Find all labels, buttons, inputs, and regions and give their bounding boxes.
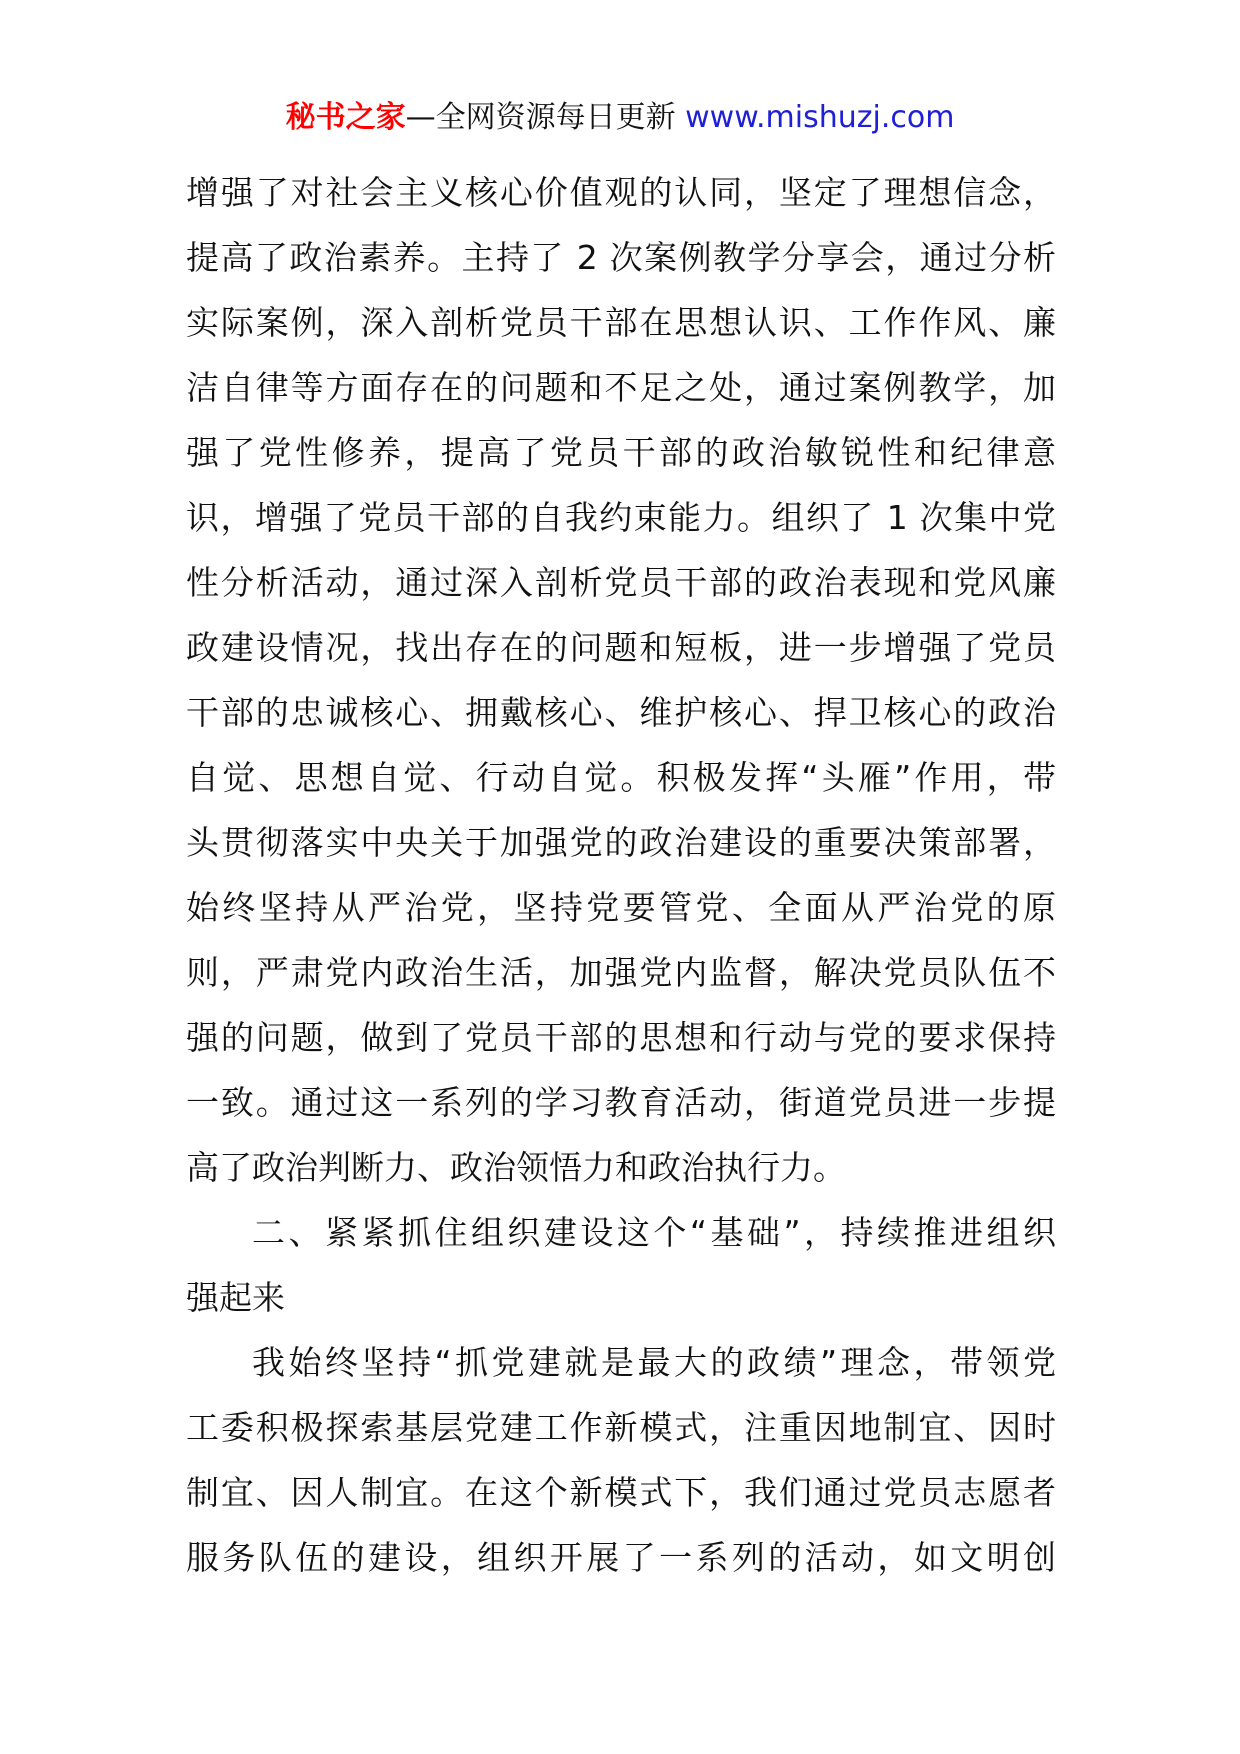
section-heading-line: 二、紧紧抓住组织建设这个“基础”，持续推进组织 xyxy=(252,1213,1056,1252)
text-line: 干部的忠诚核心、拥戴核心、维护核心、捍卫核心的政治 xyxy=(186,693,1056,732)
site-header xyxy=(0,98,1240,138)
text-line: 强了党性修养，提高了党员干部的政治敏锐性和纪律意 xyxy=(186,433,1056,472)
text-line: 实际案例，深入剖析党员干部在思想认识、工作作风、廉 xyxy=(186,303,1056,342)
site-tagline: —全网资源每日更新 xyxy=(405,100,676,135)
paragraph-end-line: 高了政治判断力、政治领悟力和政治执行力。 xyxy=(186,1148,846,1187)
text-line: 头贯彻落实中央关于加强党的政治建设的重要决策部署， xyxy=(186,823,1056,862)
text-line: 工委积极探索基层党建工作新模式，注重因地制宜、因时 xyxy=(186,1408,1056,1447)
text-line: 强的问题，做到了党员干部的思想和行动与党的要求保持 xyxy=(186,1018,1056,1057)
site-brand: 秘书之家 xyxy=(285,100,406,135)
site-url-link[interactable]: www.mishuzj.com xyxy=(685,100,955,135)
text-line: 识，增强了党员干部的自我约束能力。组织了 1 次集中党 xyxy=(186,498,1056,537)
paragraph-start-line: 我始终坚持“抓党建就是最大的政绩”理念，带领党 xyxy=(252,1343,1056,1382)
text-line: 政建设情况，找出存在的问题和短板，进一步增强了党员 xyxy=(186,628,1056,667)
text-line: 一致。通过这一系列的学习教育活动，街道党员进一步提 xyxy=(186,1083,1056,1122)
document-body xyxy=(186,160,1056,1590)
text-line: 自觉、思想自觉、行动自觉。积极发挥“头雁”作用，带 xyxy=(186,758,1056,797)
text-line: 增强了对社会主义核心价值观的认同，坚定了理想信念， xyxy=(186,173,1056,212)
section-heading-end-line: 强起来 xyxy=(186,1278,285,1317)
text-line: 洁自律等方面存在的问题和不足之处，通过案例教学，加 xyxy=(186,368,1056,407)
text-line: 服务队伍的建设，组织开展了一系列的活动，如文明创 xyxy=(186,1538,1056,1577)
text-line: 则，严肃党内政治生活，加强党内监督，解决党员队伍不 xyxy=(186,953,1056,992)
text-line: 制宜、因人制宜。在这个新模式下，我们通过党员志愿者 xyxy=(186,1473,1056,1512)
text-line: 提高了政治素养。主持了 2 次案例教学分享会，通过分析 xyxy=(186,238,1056,277)
text-line: 始终坚持从严治党，坚持党要管党、全面从严治党的原 xyxy=(186,888,1056,927)
text-line: 性分析活动，通过深入剖析党员干部的政治表现和党风廉 xyxy=(186,563,1056,602)
